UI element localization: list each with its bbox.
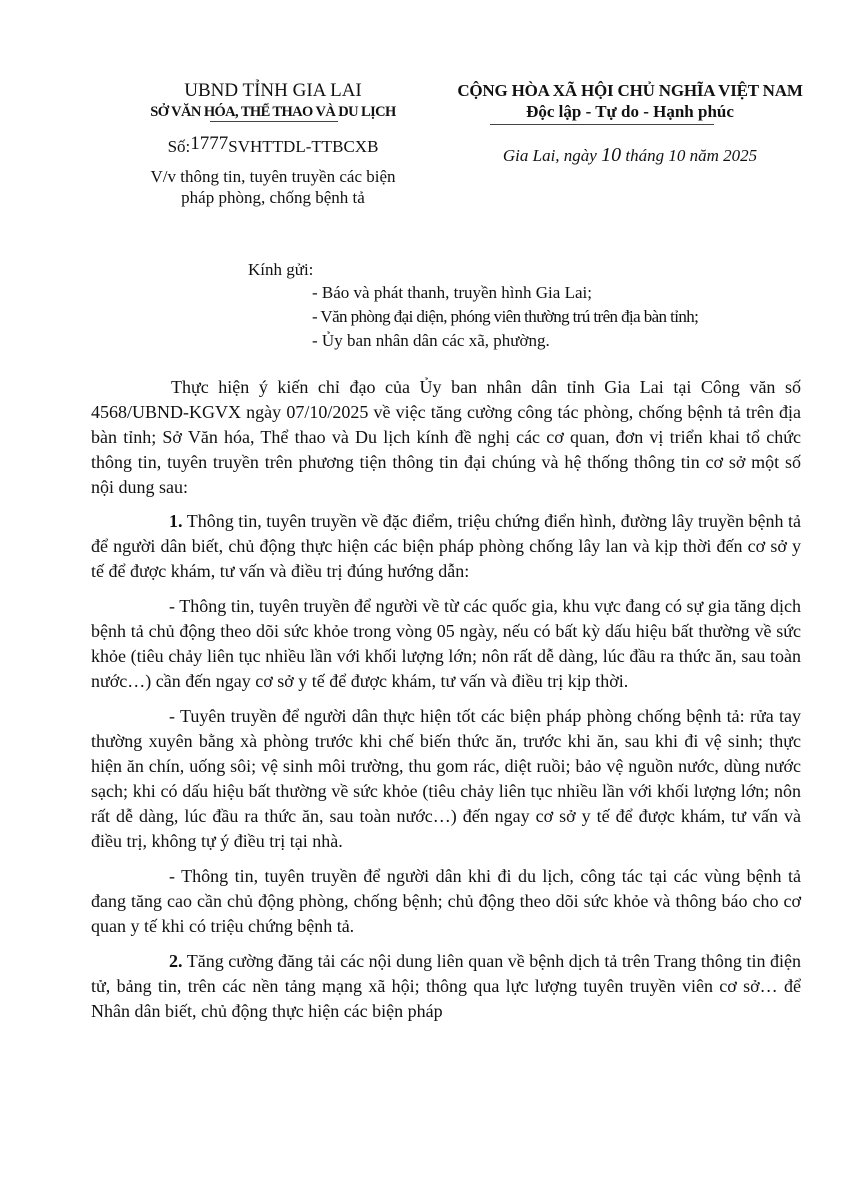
date-day: 10 (601, 144, 622, 166)
agency-name: UBND TỈNH GIA LAI (184, 80, 362, 101)
recipient-item: - Văn phòng đại diện, phóng viên thường trú trên địa bàn tỉnh; (312, 307, 699, 326)
doc-number-suffix: SVHTTDL-TTBCXB (228, 137, 379, 156)
date-suffix: tháng 10 năm 2025 (625, 146, 758, 165)
section-2-paragraph (91, 949, 801, 1024)
subject-line-2: pháp phòng, chống bệnh tả (181, 188, 365, 207)
intro-paragraph: Thực hiện ý kiến chỉ đạo của Ủy ban nhân dân tỉnh Gia Lai tại Công văn số 4568/UBND-KGVX ngày 07/10/2025 về việc tăng cường công tác phòng, chống bệnh tả trên địa bàn tỉnh; Sở Văn hóa, Thể thao và Du lịch kính đề nghị các cơ quan, đơn vị triển khai tổ chức thông tin, tuyên truyền trên phương tiện thông tin đại chúng và hệ thống thông tin cơ sở một số nội dung sau: (91, 377, 801, 497)
section-1-text: Thông tin, tuyên truyền về đặc điểm, triệu chứng điển hình, đường lây truyền bệnh tả để người dân biết, chủ động thực hiện các biện pháp phòng chống lây lan và kịp thời đến cơ sở y tế để được khám, tư vấn và điều trị đúng hướng dẫn: (91, 511, 801, 581)
issue-date (430, 144, 830, 167)
motto-underline (490, 124, 714, 125)
national-title: CỘNG HÒA XÃ HỘI CHỦ NGHĨA VIỆT NAM (457, 81, 803, 100)
section-2-number: 2. (169, 951, 183, 971)
bullet-paragraph-3: - Thông tin, tuyên truyền để người dân khi đi du lịch, công tác tại các vùng bệnh tả đang tăng cao cần chủ động phòng, chống bệnh; chủ động theo dõi sức khỏe và thông báo cho cơ quan y tế khi có triệu chứng bệnh tả. (91, 866, 801, 936)
document-body (91, 375, 801, 1034)
section-1-number: 1. (169, 511, 183, 531)
subject-line (118, 166, 428, 208)
section-1-paragraph (91, 509, 801, 584)
department-underline (210, 121, 338, 122)
date-prefix: Gia Lai, ngày (502, 146, 597, 165)
doc-number-value: 1777 (190, 133, 229, 154)
recipients-list (312, 281, 698, 353)
subject-line-1: V/v thông tin, tuyên truyền các biện (150, 167, 396, 186)
recipient-item: - Ủy ban nhân dân các xã, phường. (312, 331, 550, 350)
issuing-agency-block (118, 80, 428, 208)
recipients-label: Kính gửi: (248, 260, 314, 279)
department-name: SỞ VĂN HÓA, THỂ THAO VÀ DU LỊCH (150, 104, 396, 120)
doc-number-prefix: Số (167, 137, 186, 156)
section-2-text: Tăng cường đăng tải các nội dung liên quan về bệnh dịch tả trên Trang thông tin điện tử, bảng tin, trên các nền tảng mạng xã hội; thông qua lực lượng tuyên truyền viên cơ sở… để Nhân dân biết, chủ động thực hiện các biện pháp (91, 951, 801, 1021)
bullet-paragraph-1: - Thông tin, tuyên truyền để người về từ các quốc gia, khu vực đang có sự gia tăng dịch bệnh tả chủ động theo dõi sức khỏe trong vòng 05 ngày, nếu có bất kỳ dấu hiệu bất thường về sức khỏe (tiêu chảy liên tục nhiều lần với khối lượng lớn; nôn rất dễ dàng, lúc đầu ra thức ăn, sau toàn nước…) cần đến ngay cơ sở y tế để được khám, tư vấn và điều trị kịp thời. (91, 596, 801, 691)
national-motto: Độc lập - Tự do - Hạnh phúc (526, 102, 734, 121)
document-number (118, 133, 428, 158)
bullet-paragraph-2: - Tuyên truyền để người dân thực hiện tốt các biện pháp phòng chống bệnh tả: rửa tay thường xuyên bằng xà phòng trước khi chế biến thức ăn, trước khi ăn, sau khi đi vệ sinh; thực hiện ăn chín, uống sôi; vệ sinh môi trường, thu gom rác, diệt ruồi; bảo vệ nguồn nước, dùng nước sạch; khi có dấu hiệu bất thường về sức khỏe (tiêu chảy liên tục nhiều lần với khối lượng lớn; nôn rất dễ dàng, lúc đầu ra thức ăn, sau toàn nước…) đến ngay cơ sở y tế để được khám, tư vấn và điều trị, không tự ý điều trị tại nhà. (91, 706, 801, 851)
recipient-item: - Báo và phát thanh, truyền hình Gia Lai; (312, 283, 592, 302)
doc-number-sep: : (185, 137, 191, 156)
